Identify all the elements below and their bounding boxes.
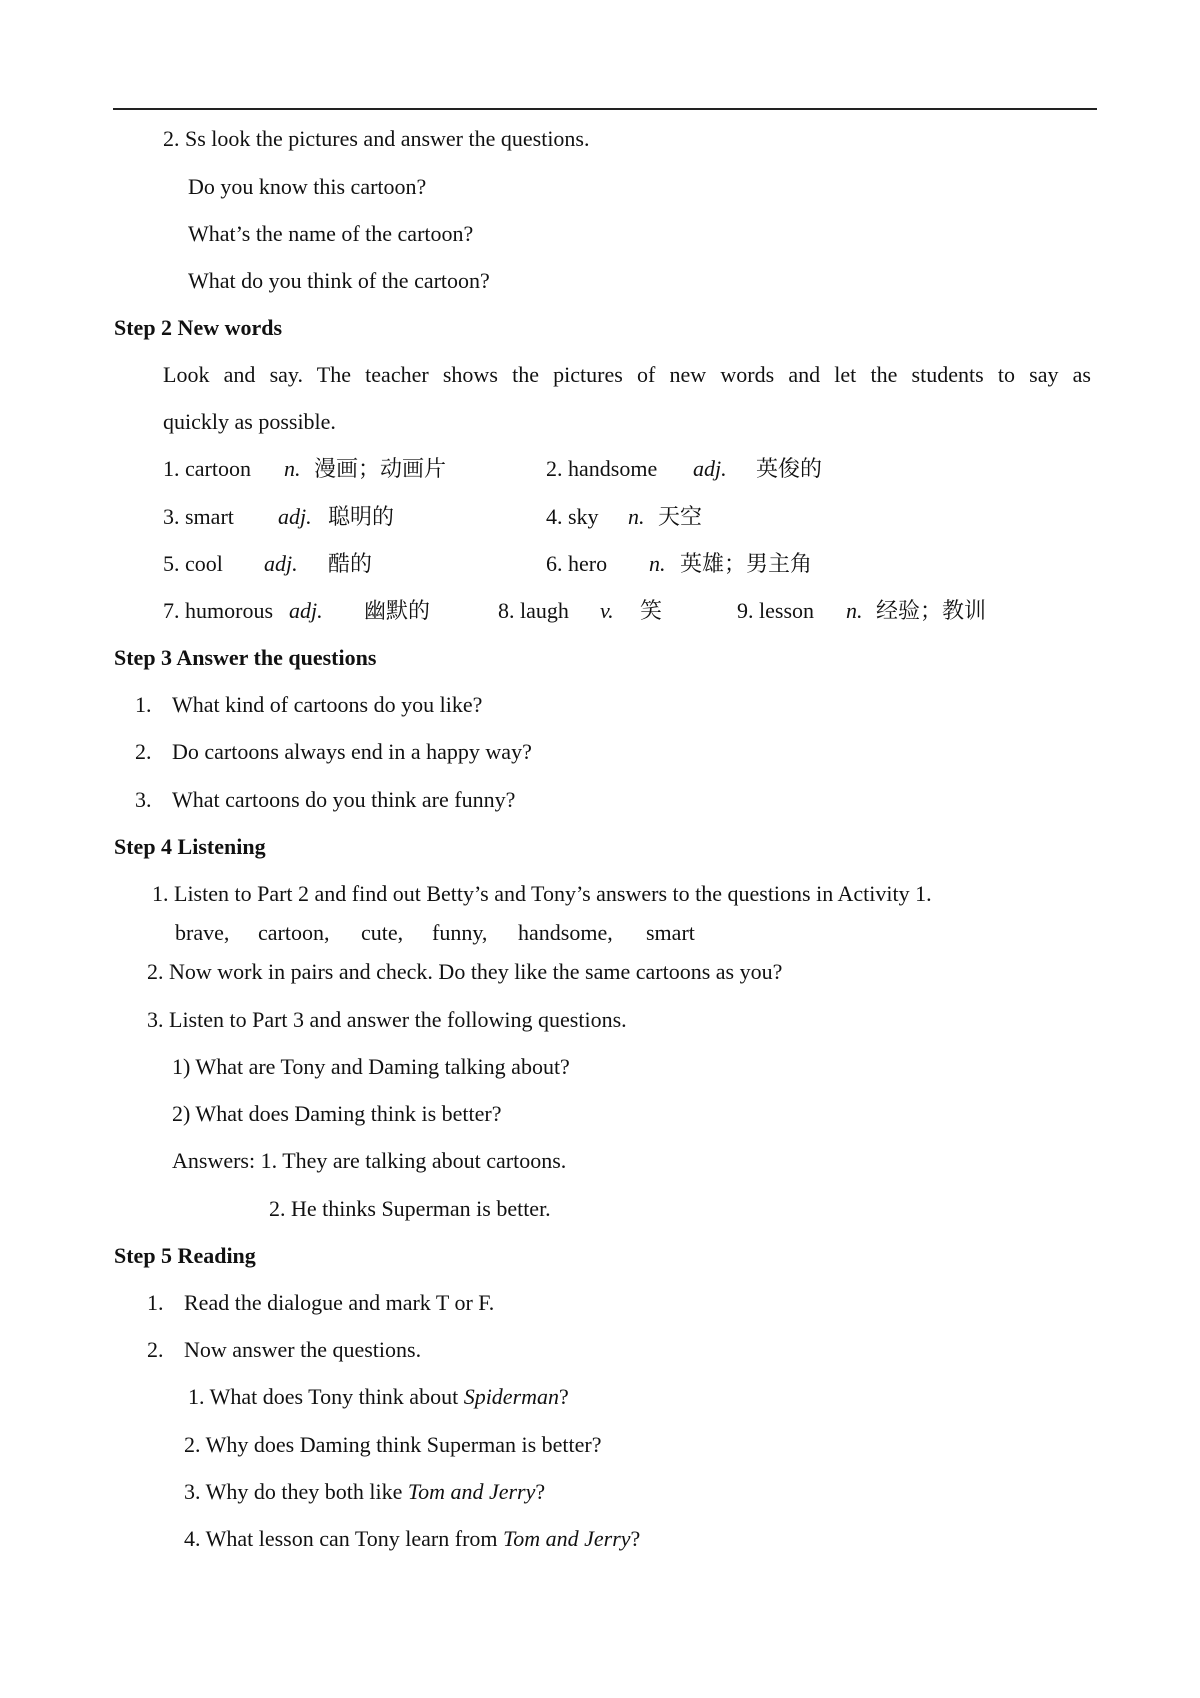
word-meaning: 漫画；动画片 (314, 456, 447, 481)
word-pos: v. (600, 598, 614, 623)
list-item (0, 690, 1200, 720)
step4-answer-2: 2. He thinks Superman is better. (269, 1196, 551, 1221)
list-item-number: 1. (147, 1290, 164, 1315)
word-meaning: 经验；教训 (876, 598, 987, 623)
step4-item-1: 1. Listen to Part 2 and find out Betty’s and Tony’s answers to the questions in Activity 1. (152, 881, 932, 906)
step4-sub-question-2: 2) What does Daming think is better? (172, 1101, 502, 1126)
list-item-number: 2. (147, 1337, 164, 1362)
word-pos: n. (284, 456, 301, 481)
step4-heading: Step 4 Listening (114, 834, 266, 859)
step2-heading: Step 2 New words (114, 315, 283, 340)
word-bank-item: handsome, (518, 920, 613, 945)
list-item-number: 3. (135, 787, 152, 812)
word-row-3 (0, 549, 1200, 579)
list-item-number: 1. (135, 692, 152, 717)
word-bank-item: brave, (175, 920, 230, 945)
step4-sub-question-1: 1) What are Tony and Daming talking about? (172, 1054, 570, 1079)
word-bank (0, 918, 1200, 948)
word-pos: n. (846, 598, 863, 623)
word-meaning: 酷的 (328, 551, 373, 576)
list-item-text: Do cartoons always end in a happy way? (172, 739, 532, 764)
word-term: 8. laugh (498, 598, 569, 623)
word-row-4 (0, 596, 1200, 626)
word-row-1 (0, 454, 1200, 484)
step5-heading: Step 5 Reading (114, 1243, 256, 1268)
word-meaning: 聪明的 (328, 504, 395, 529)
list-item-text: What kind of cartoons do you like? (172, 692, 483, 717)
word-term: 7. humorous (163, 598, 273, 623)
word-bank-item: cartoon, (258, 920, 330, 945)
step3-heading: Step 3 Answer the questions (114, 645, 377, 670)
reading-question-4: 4. What lesson can Tony learn from Tom and Jerry? (184, 1526, 641, 1551)
word-meaning: 幽默的 (364, 598, 431, 623)
word-meaning: 天空 (658, 504, 703, 529)
word-bank-item: cute, (361, 920, 404, 945)
word-meaning: 英俊的 (756, 456, 823, 481)
step4-item-3: 3. Listen to Part 3 and answer the following questions. (147, 1007, 627, 1032)
word-term: 5. cool (163, 551, 223, 576)
word-pos: adj. (693, 456, 727, 481)
word-term: 3. smart (163, 504, 234, 529)
word-term: 9. lesson (737, 598, 814, 623)
word-meaning: 笑 (640, 598, 663, 623)
word-term: 6. hero (546, 551, 608, 576)
list-item (0, 1335, 1200, 1365)
word-bank-item: funny, (432, 920, 488, 945)
word-pos: n. (649, 551, 666, 576)
step2-intro-line-1: Look and say. The teacher shows the pictures of new words and let the students to say as (163, 362, 1091, 387)
intro-item: 2. Ss look the pictures and answer the questions. (163, 126, 590, 151)
header-rule (113, 108, 1097, 110)
word-row-2 (0, 502, 1200, 532)
step2-intro-line-2: quickly as possible. (163, 409, 336, 434)
intro-question-1: Do you know this cartoon? (188, 174, 427, 199)
intro-question-3: What do you think of the cartoon? (188, 268, 490, 293)
step4-item-2: 2. Now work in pairs and check. Do they like the same cartoons as you? (147, 959, 783, 984)
intro-question-2: What’s the name of the cartoon? (188, 221, 474, 246)
list-item-text: Now answer the questions. (184, 1337, 422, 1362)
word-bank-item: smart (646, 920, 695, 945)
word-term: 1. cartoon (163, 456, 251, 481)
list-item (0, 785, 1200, 815)
word-term: 2. handsome (546, 456, 658, 481)
step4-answer-1: Answers: 1. They are talking about cartoons. (172, 1148, 567, 1173)
reading-question-2: 2. Why does Daming think Superman is better? (184, 1432, 602, 1457)
list-item-text: What cartoons do you think are funny? (172, 787, 516, 812)
word-pos: adj. (289, 598, 323, 623)
reading-question-1: 1. What does Tony think about Spiderman? (188, 1384, 569, 1409)
list-item-number: 2. (135, 739, 152, 764)
word-pos: adj. (264, 551, 298, 576)
list-item-text: Read the dialogue and mark T or F. (184, 1290, 495, 1315)
word-pos: n. (628, 504, 645, 529)
word-meaning: 英雄；男主角 (680, 551, 813, 576)
word-pos: adj. (278, 504, 312, 529)
word-term: 4. sky (546, 504, 599, 529)
reading-question-3: 3. Why do they both like Tom and Jerry? (184, 1479, 546, 1504)
list-item (0, 737, 1200, 767)
list-item (0, 1288, 1200, 1318)
